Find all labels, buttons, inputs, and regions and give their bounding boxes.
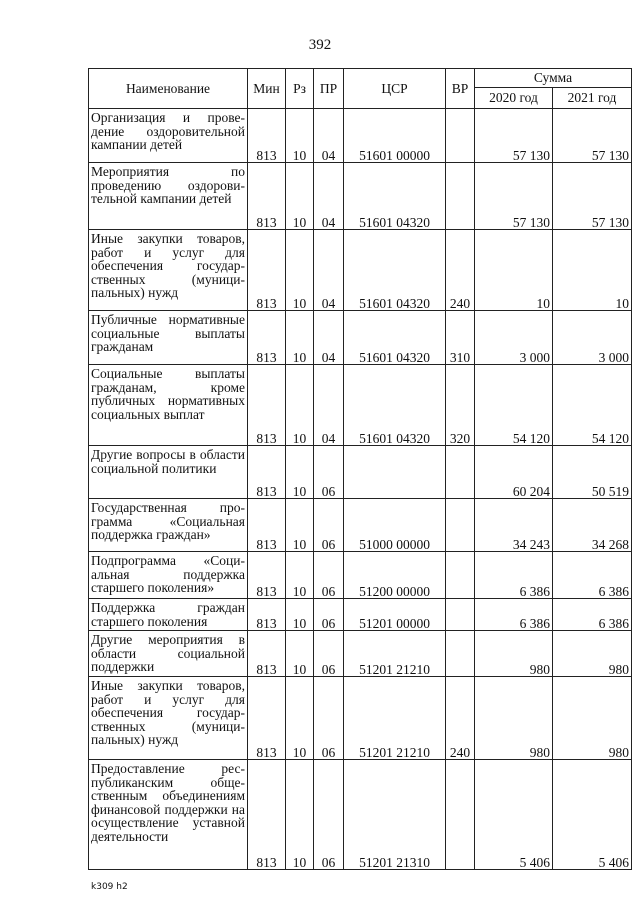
row-sum-2021: 6 386 [553,599,632,631]
table-row [89,631,632,677]
row-csr: 51601 04320 [344,230,446,311]
row-rz: 10 [286,163,314,230]
row-min: 813 [248,499,286,552]
row-sum-2021: 5 406 [553,760,632,870]
row-sum-2020: 5 406 [475,760,553,870]
header-csr: ЦСР [344,69,446,109]
row-pr: 06 [314,631,344,677]
row-pr: 04 [314,109,344,163]
row-sum-2021: 57 130 [553,109,632,163]
row-name: Иные закупки товаров, работ и услуг для обеспечения государственных (муниципальных) нужд [89,677,248,760]
row-rz: 10 [286,677,314,760]
header-name: Наименование [89,69,248,109]
row-pr: 06 [314,499,344,552]
row-min: 813 [248,552,286,599]
row-sum-2020: 34 243 [475,499,553,552]
row-vr: 320 [446,365,475,446]
row-name: Публичные нормативные социальные выплаты гражданам [89,311,248,365]
row-pr: 06 [314,446,344,499]
row-rz: 10 [286,109,314,163]
row-sum-2020: 57 130 [475,163,553,230]
row-csr: 51601 04320 [344,311,446,365]
row-sum-2021: 54 120 [553,365,632,446]
row-sum-2021: 50 519 [553,446,632,499]
row-min: 813 [248,631,286,677]
row-min: 813 [248,109,286,163]
row-name: Иные закупки товаров, работ и услуг для обеспечения государственных (муниципальных) нужд [89,230,248,311]
table-row [89,499,632,552]
table-row [89,552,632,599]
row-rz: 10 [286,365,314,446]
row-pr: 06 [314,599,344,631]
row-name: Поддержка граждан старшего поколения [89,599,248,631]
row-vr [446,163,475,230]
row-pr: 04 [314,311,344,365]
row-vr [446,631,475,677]
row-rz: 10 [286,552,314,599]
row-sum-2021: 6 386 [553,552,632,599]
footer-code: k309 h2 [91,882,128,892]
row-vr [446,760,475,870]
row-rz: 10 [286,499,314,552]
row-sum-2021: 980 [553,677,632,760]
row-vr [446,109,475,163]
row-min: 813 [248,230,286,311]
page-number: 392 [308,37,332,53]
row-rz: 10 [286,446,314,499]
row-rz: 10 [286,760,314,870]
header-sum: Сумма [475,69,632,88]
row-csr: 51601 00000 [344,109,446,163]
row-rz: 10 [286,230,314,311]
row-vr [446,499,475,552]
row-sum-2021: 10 [553,230,632,311]
row-sum-2020: 6 386 [475,599,553,631]
row-vr: 240 [446,230,475,311]
row-rz: 10 [286,631,314,677]
table-row [89,365,632,446]
row-name: Другие вопросы в области социальной политики [89,446,248,499]
row-pr: 04 [314,365,344,446]
row-pr: 04 [314,230,344,311]
row-csr: 51201 21210 [344,631,446,677]
row-name: Предоставление республиканским общественным объединениям финансовой поддержки на осуществление уставной деятельности [89,760,248,870]
row-csr: 51601 04320 [344,365,446,446]
header-rz: Рз [286,69,314,109]
row-min: 813 [248,163,286,230]
row-sum-2020: 980 [475,631,553,677]
row-min: 813 [248,677,286,760]
row-sum-2021: 34 268 [553,499,632,552]
row-rz: 10 [286,311,314,365]
row-vr [446,446,475,499]
row-sum-2021: 57 130 [553,163,632,230]
row-sum-2020: 980 [475,677,553,760]
row-csr: 51200 00000 [344,552,446,599]
row-vr [446,599,475,631]
budget-table [88,68,632,870]
row-csr: 51201 21310 [344,760,446,870]
table-row [89,311,632,365]
row-sum-2021: 980 [553,631,632,677]
table-row [89,760,632,870]
row-pr: 06 [314,552,344,599]
row-vr: 240 [446,677,475,760]
row-name: Государственная программа «Социальная поддержка граждан» [89,499,248,552]
header-pr: ПР [314,69,344,109]
row-min: 813 [248,311,286,365]
row-sum-2020: 6 386 [475,552,553,599]
row-sum-2020: 3 000 [475,311,553,365]
row-sum-2020: 60 204 [475,446,553,499]
row-csr: 51201 00000 [344,599,446,631]
table-body [89,109,632,870]
row-pr: 04 [314,163,344,230]
row-min: 813 [248,446,286,499]
row-sum-2020: 54 120 [475,365,553,446]
header-vr: ВР [446,69,475,109]
table-row [89,446,632,499]
row-vr: 310 [446,311,475,365]
row-sum-2020: 57 130 [475,109,553,163]
row-name: Подпрограмма «Социальная поддержка старшего поколения» [89,552,248,599]
row-min: 813 [248,760,286,870]
row-min: 813 [248,599,286,631]
row-vr [446,552,475,599]
row-name: Другие мероприятия в области социальной поддержки [89,631,248,677]
row-csr: 51601 04320 [344,163,446,230]
row-csr: 51201 21210 [344,677,446,760]
row-sum-2021: 3 000 [553,311,632,365]
row-csr: 51000 00000 [344,499,446,552]
header-2021: 2021 год [553,88,632,109]
table-row [89,109,632,163]
row-rz: 10 [286,599,314,631]
table-row [89,230,632,311]
row-csr [344,446,446,499]
table-row [89,599,632,631]
row-sum-2020: 10 [475,230,553,311]
row-name: Мероприятия по проведению оздоровительной кампании детей [89,163,248,230]
table-row [89,677,632,760]
row-name: Организация и проведение оздоровительной кампании детей [89,109,248,163]
row-name: Социальные выплаты гражданам, кроме публичных нормативных социальных выплат [89,365,248,446]
row-pr: 06 [314,677,344,760]
row-pr: 06 [314,760,344,870]
header-2020: 2020 год [475,88,553,109]
table-row [89,163,632,230]
row-min: 813 [248,365,286,446]
header-min: Мин [248,69,286,109]
